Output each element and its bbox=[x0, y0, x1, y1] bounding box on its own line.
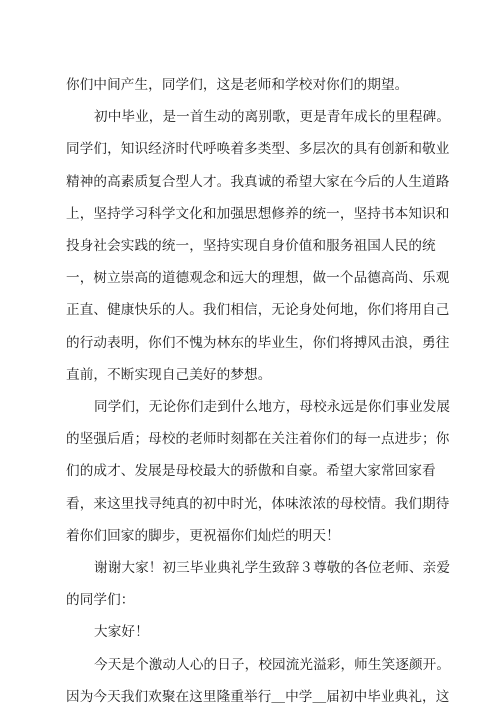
paragraph-line: 的坚强后盾；母校的老师时刻都在关注着你们的每一点进步；你 bbox=[66, 431, 450, 447]
paragraph-line: 谢谢大家！初三毕业典礼学生致辞３尊敬的各位老师、亲爱 bbox=[94, 560, 451, 576]
paragraph-line: 一，树立崇高的道德观念和远大的理想，做一个品德高尚、乐观 bbox=[66, 270, 450, 286]
paragraph-line: 因为今天我们欢聚在这里隆重举行＿中学＿届初中毕业典礼，这 bbox=[66, 689, 450, 705]
paragraph-line: 同学们，知识经济时代呼唤着多类型、多层次的具有创新和敬业 bbox=[66, 141, 450, 157]
paragraph-line: 看，来这里找寻纯真的初中时光，体味浓浓的母校情。我们期待 bbox=[66, 496, 450, 512]
paragraph-line: 上，坚持学习科学文化和加强思想修养的统一，坚持书本知识和 bbox=[66, 206, 450, 222]
paragraph-line: 同学们，无论你们走到什么地方，母校永远是你们事业发展 bbox=[94, 399, 451, 415]
paragraph-line: 们的成才、发展是母校最大的骄傲和自豪。希望大家常回家看 bbox=[66, 463, 436, 479]
paragraph-line: 直前，不断实现自己美好的梦想。 bbox=[66, 367, 272, 383]
paragraph-line: 今天是个激动人心的日子，校园流光溢彩，师生笑逐颜开。 bbox=[94, 657, 451, 673]
paragraph-line: 投身社会实践的统一，坚持实现自身价值和服务祖国人民的统 bbox=[66, 238, 436, 254]
paragraph-line: 你们中间产生，同学们，这是老师和学校对你们的期望。 bbox=[66, 77, 409, 93]
paragraph-line: 着你们回家的脚步，更祝福你们灿烂的明天！ bbox=[66, 528, 340, 544]
paragraph-line: 的同学们： bbox=[66, 592, 135, 608]
greeting-line: 大家好！ bbox=[94, 624, 149, 640]
paragraph-line: 正直、健康快乐的人。我们相信，无论身处何地，你们将用自己 bbox=[66, 302, 450, 318]
paragraph-line: 初中毕业，是一首生动的离别歌，更是青年成长的里程碑。 bbox=[94, 109, 451, 125]
paragraph-line: 精神的高素质复合型人才。我真诚的希望大家在今后的人生道路 bbox=[66, 174, 450, 190]
paragraph-line: 的行动表明，你们不愧为林东的毕业生，你们将搏风击浪，勇往 bbox=[66, 335, 450, 351]
